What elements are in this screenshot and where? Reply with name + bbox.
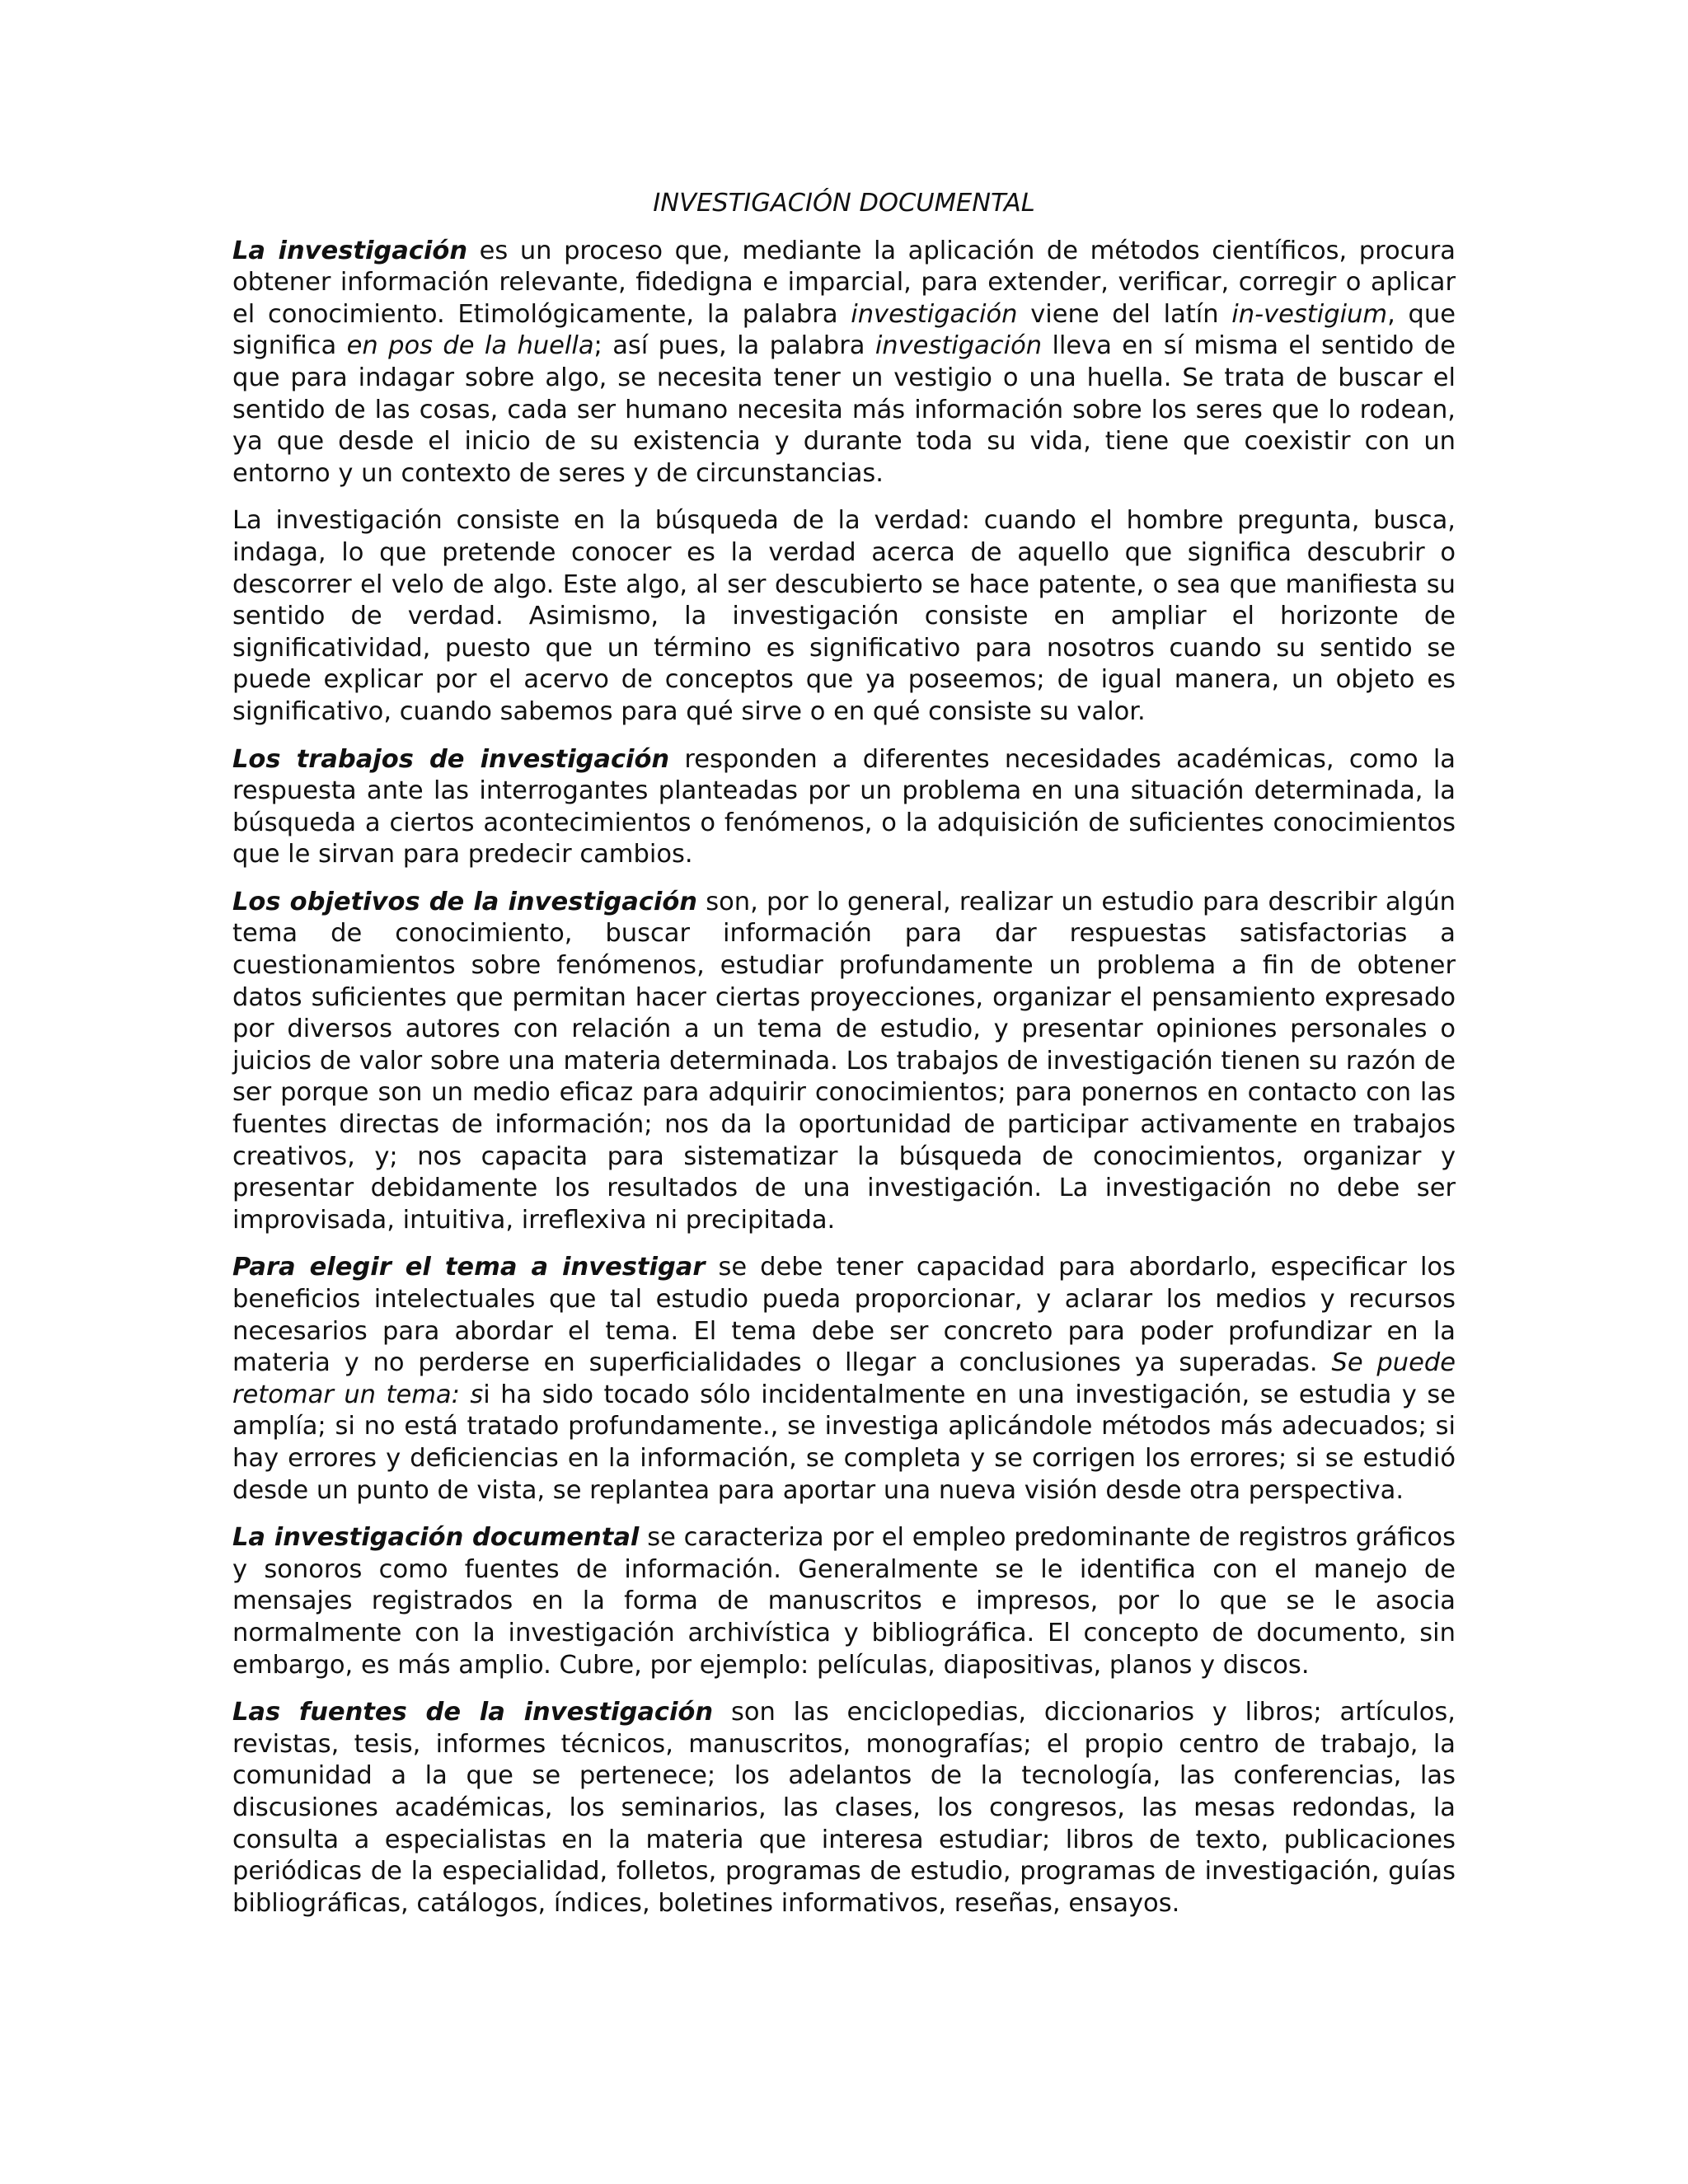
paragraph-trabajos	[232, 744, 1456, 871]
paragraph-text: ; así pues, la palabra	[593, 331, 875, 361]
document-page	[232, 188, 1456, 1935]
term-elegir-tema: Para elegir el tema a investigar	[232, 1253, 706, 1282]
paragraph-documental	[232, 1522, 1456, 1681]
italic-term: investigación	[851, 299, 1018, 329]
italic-term: Se puede retomar un tema: s	[232, 1348, 1456, 1409]
paragraph-text: , que significa	[232, 299, 1456, 361]
paragraph-text: son las enciclopedias, diccionarios y libros; artículos, revistas, tesis, informes técnicos, manuscritos, monografías; el propio centro de trabajo, la comunidad a la que se pertenece; los adelantos de la tecnología, las conferencias, las discusiones académicas, los seminarios, las clases, los congresos, las mesas redondas, la consulta a especialistas en la materia que interesa estudiar; libros de texto, publicaciones periódicas de la especialidad, folletos, programas de estudio, programas de investigación, guías bibliográficas, catálogos, índices, boletines informativos, reseñas, ensayos.	[232, 1698, 1456, 1918]
paragraph-text: viene del latín	[1017, 299, 1232, 329]
term-los-objetivos: Los objetivos de la investigación	[232, 887, 698, 916]
paragraph-text: responden a diferentes necesidades académicas, como la respuesta ante las interrogantes planteadas por un problema en una situación determinada, la búsqueda a ciertos acontecimientos o fenómenos, o la adquisición de suficientes conocimientos que le sirvan para predecir cambios.	[232, 744, 1456, 869]
italic-term: investigación	[874, 331, 1043, 361]
italic-term: en pos de la huella	[346, 331, 594, 361]
document-title: INVESTIGACIÓN DOCUMENTAL	[653, 189, 1035, 218]
paragraph-text: es un proceso que, mediante la aplicación de métodos científicos, procura obtener información relevante, fidedigna e imparcial, para extender, verificar, corregir o aplicar el conocimiento. Etimológicamente, la palabra	[232, 236, 1456, 329]
term-investigacion-documental: La investigación documental	[232, 1523, 640, 1553]
paragraph-elegir-tema	[232, 1252, 1456, 1507]
paragraph-objetivos	[232, 887, 1456, 1237]
paragraph-text: se caracteriza por el empleo predominante de registros gráficos y sonoros como fuentes de información. Generalmente se le identifica con el manejo de mensajes registrados en la forma de manuscritos e impresos, por lo que se le asocia normalmente con la investigación archivística y bibliográfica. El concepto de documento, sin embargo, es más amplio. Cubre, por ejemplo: películas, diapositivas, planos y discos.	[232, 1523, 1456, 1680]
paragraph-text: se debe tener capacidad para abordarlo, especificar los beneficios intelectuales que tal estudio pueda proporcionar, y aclarar los medios y recursos necesarios para abordar el tema. El tema debe ser concreto para poder profundizar en la materia y no perderse en superficialidades o llegar a conclusiones ya superadas.	[232, 1253, 1456, 1378]
term-los-trabajos: Los trabajos de investigación	[232, 744, 670, 774]
paragraph-text: lleva en sí misma el sentido de que para indagar sobre algo, se necesita tener un vestigio o una huella. Se trata de buscar el sentido de las cosas, cada ser humano necesita más información sobre los seres que lo rodean, ya que desde el inicio de su existencia y durante toda su vida, tiene que coexistir con un entorno y un contexto de seres y de circunstancias.	[232, 331, 1456, 488]
paragraph-definition	[232, 236, 1456, 490]
paragraph-text: son, por lo general, realizar un estudio para describir algún tema de conocimiento, buscar información para dar respuestas satisfactorias a cuestionamientos sobre fenómenos, estudiar profundamente un problema a fin de obtener datos suficientes que permitan hacer ciertas proyecciones, organizar el pensamiento expresado por diversos autores con relación a un tema de estudio, y presentar opiniones personales o juicios de valor sobre una materia determinada. Los trabajos de investigación tienen su razón de ser porque son un medio eficaz para adquirir conocimientos; para ponernos en contacto con las fuentes directas de información; nos da la oportunidad de participar activamente en trabajos creativos, y; nos capacita para sistematizar la búsqueda de conocimientos, organizar y presentar debidamente los resultados de una investigación. La investigación no debe ser improvisada, intuitiva, irreflexiva ni precipitada.	[232, 887, 1456, 1235]
term-la-investigacion: La investigación	[232, 236, 468, 265]
italic-term: in-vestigium	[1231, 299, 1388, 329]
paragraph-text: i ha sido tocado sólo incidentalmente en una investigación, se estudia y se amplía; si no está tratado profundamente., se investiga aplicándole métodos más adecuados; si hay errores y deficiencias en la información, se completa y se corrigen los errores; si se estudió desde un punto de vista, se replantea para aportar una nueva visión desde otra perspectiva.	[232, 1380, 1456, 1505]
paragraph-fuentes	[232, 1697, 1456, 1919]
paragraph-verdad: La investigación consiste en la búsqueda de la verdad: cuando el hombre pregunta, busca, indaga, lo que pretende conocer es la verdad acerca de aquello que significa descubrir o descorrer el velo de algo. Este algo, al ser descubierto se hace patente, o sea que manifiesta su sentido de verdad. Asimismo, la investigación consiste en ampliar el horizonte de significatividad, puesto que un término es significativo para nosotros cuando su sentido se puede explicar por el acervo de conceptos que ya poseemos; de igual manera, un objeto es significativo, cuando sabemos para qué sirve o en qué consiste su valor.	[232, 506, 1456, 726]
term-las-fuentes: Las fuentes de la investigación	[232, 1698, 714, 1727]
